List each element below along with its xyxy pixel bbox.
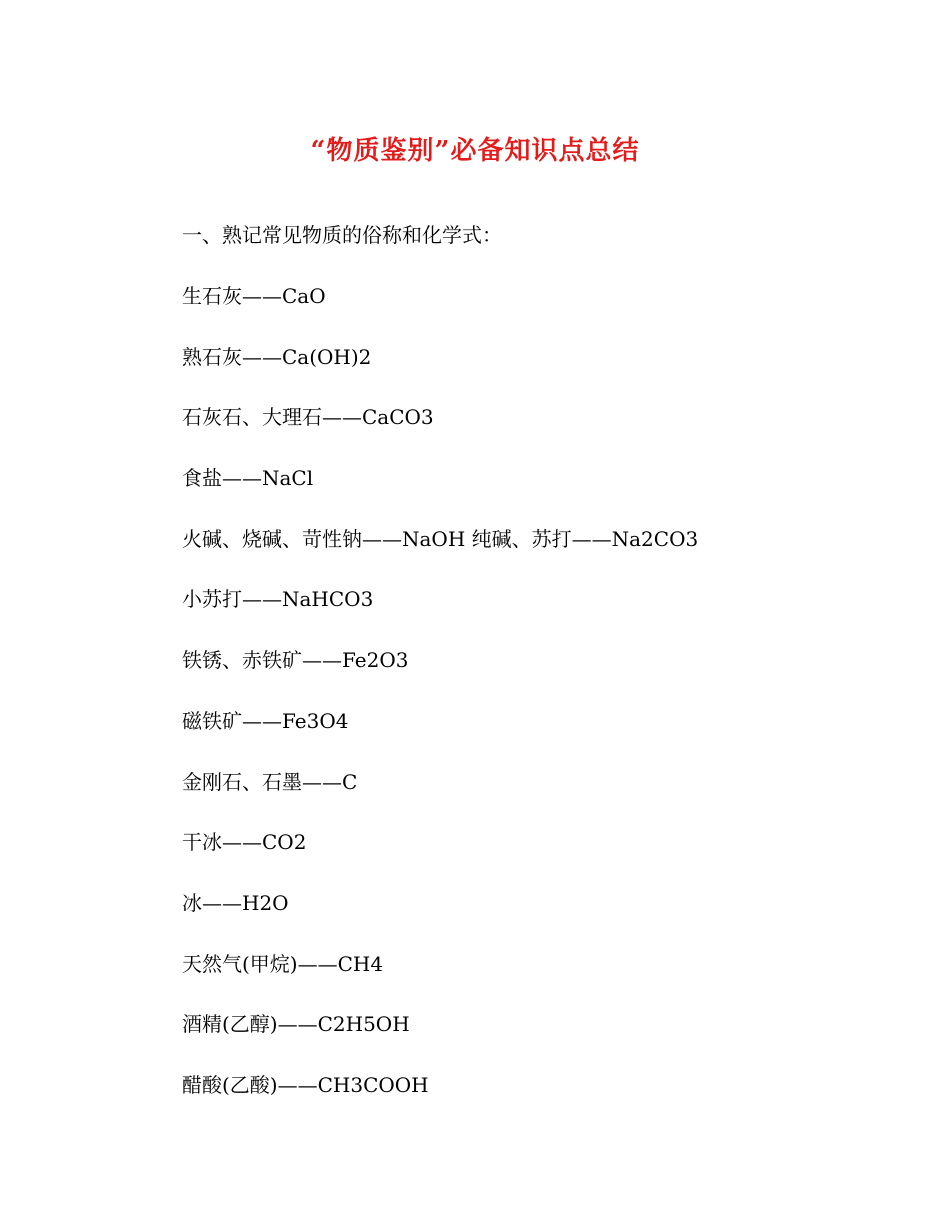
list-item: 醋酸(乙酸)——CH3COOH — [182, 1072, 429, 1097]
list-item: 天然气(甲烷)——CH4 — [182, 951, 384, 976]
list-item: 熟石灰——Ca(OH)2 — [182, 344, 372, 369]
list-item: 食盐——NaCl — [182, 466, 314, 491]
list-item: 生石灰——CaO — [182, 284, 326, 308]
list-item: 酒精(乙醇)——C2H5OH — [182, 1012, 410, 1037]
entry-list — [182, 279, 698, 1129]
list-item: 金刚石、石墨——C — [182, 769, 358, 794]
list-item: 冰——H2O — [182, 890, 289, 915]
section-heading: 一、熟记常见物质的俗称和化学式： — [182, 223, 502, 247]
list-item: 石灰石、大理石——CaCO3 — [182, 405, 434, 430]
list-item: 干冰——CO2 — [182, 830, 307, 855]
list-item: 小苏打——NaHCO3 — [182, 587, 374, 612]
list-item: 火碱、烧碱、苛性钠——NaOH 纯碱、苏打——Na2CO3 — [182, 526, 699, 551]
list-item: 铁锈、赤铁矿——Fe2O3 — [182, 648, 409, 673]
document-title: “物质鉴别”必备知识点总结 — [310, 136, 640, 166]
list-item: 磁铁矿——Fe3O4 — [182, 708, 349, 733]
